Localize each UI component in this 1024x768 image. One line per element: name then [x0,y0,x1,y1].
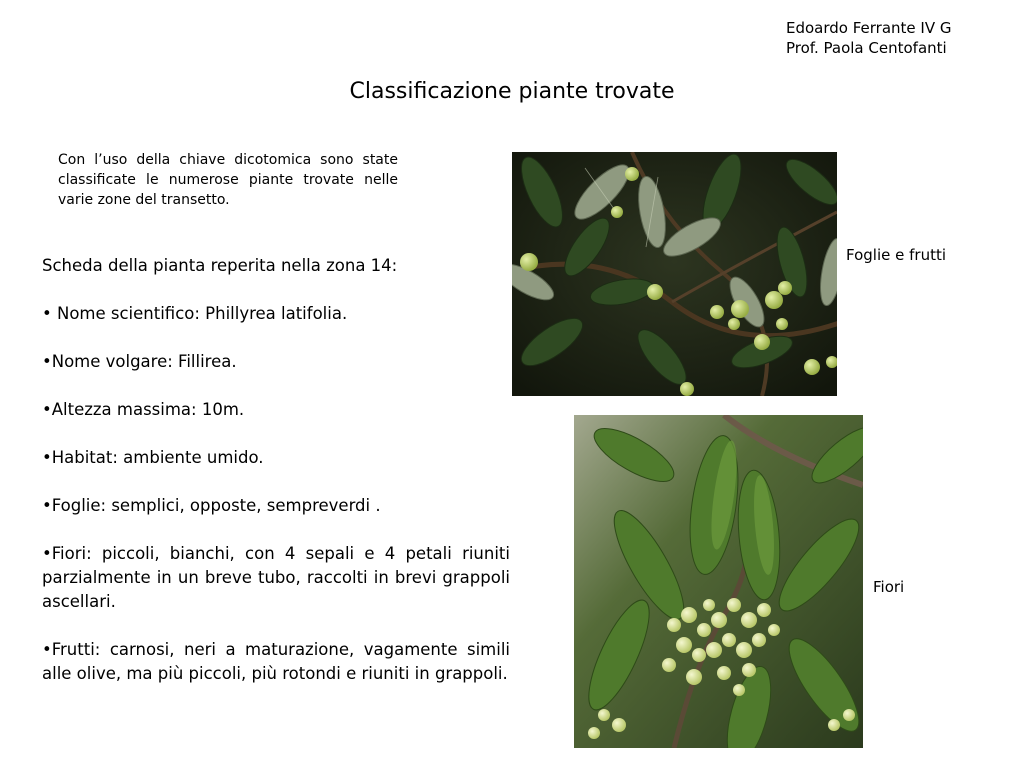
card-item-leaves: •Foglie: semplici, opposte, sempreverdi . [42,496,381,515]
card-item-common-name: •Nome volgare: Fillirea. [42,352,237,371]
card-item-flowers: •Fiori: piccoli, bianchi, con 4 sepali e 4 petali riuniti parzialmente in un breve tubo, raccolti in brevi grappoli ascellari. [42,544,510,611]
author-name: Edoardo Ferrante IV G [786,19,952,37]
plant-card [42,254,510,686]
leaves-fruits-photo [512,152,837,396]
card-item-fruits: •Frutti: carnosi, neri a maturazione, vagamente simili alle olive, ma più piccoli, più rotondi e riuniti in grappoli. [42,640,510,683]
leaves-fruits-caption: Foglie e frutti [846,246,947,264]
card-item-scientific-name: • Nome scientifico: Phillyrea latifolia. [42,304,348,323]
page-title: Classificazione piante trovate [349,79,675,104]
author-block [786,18,952,58]
intro-paragraph: Con l’uso della chiave dicotomica sono state classificate le numerose piante trovate nelle varie zone del transetto. [58,152,398,208]
card-item-habitat: •Habitat: ambiente umido. [42,448,264,467]
teacher-name: Prof. Paola Centofanti [786,39,947,57]
flowers-photo [574,415,863,748]
flowers-caption: Fiori [873,578,905,596]
card-heading: Scheda della pianta reperita nella zona 14: [42,256,398,275]
card-item-max-height: •Altezza massima: 10m. [42,400,245,419]
